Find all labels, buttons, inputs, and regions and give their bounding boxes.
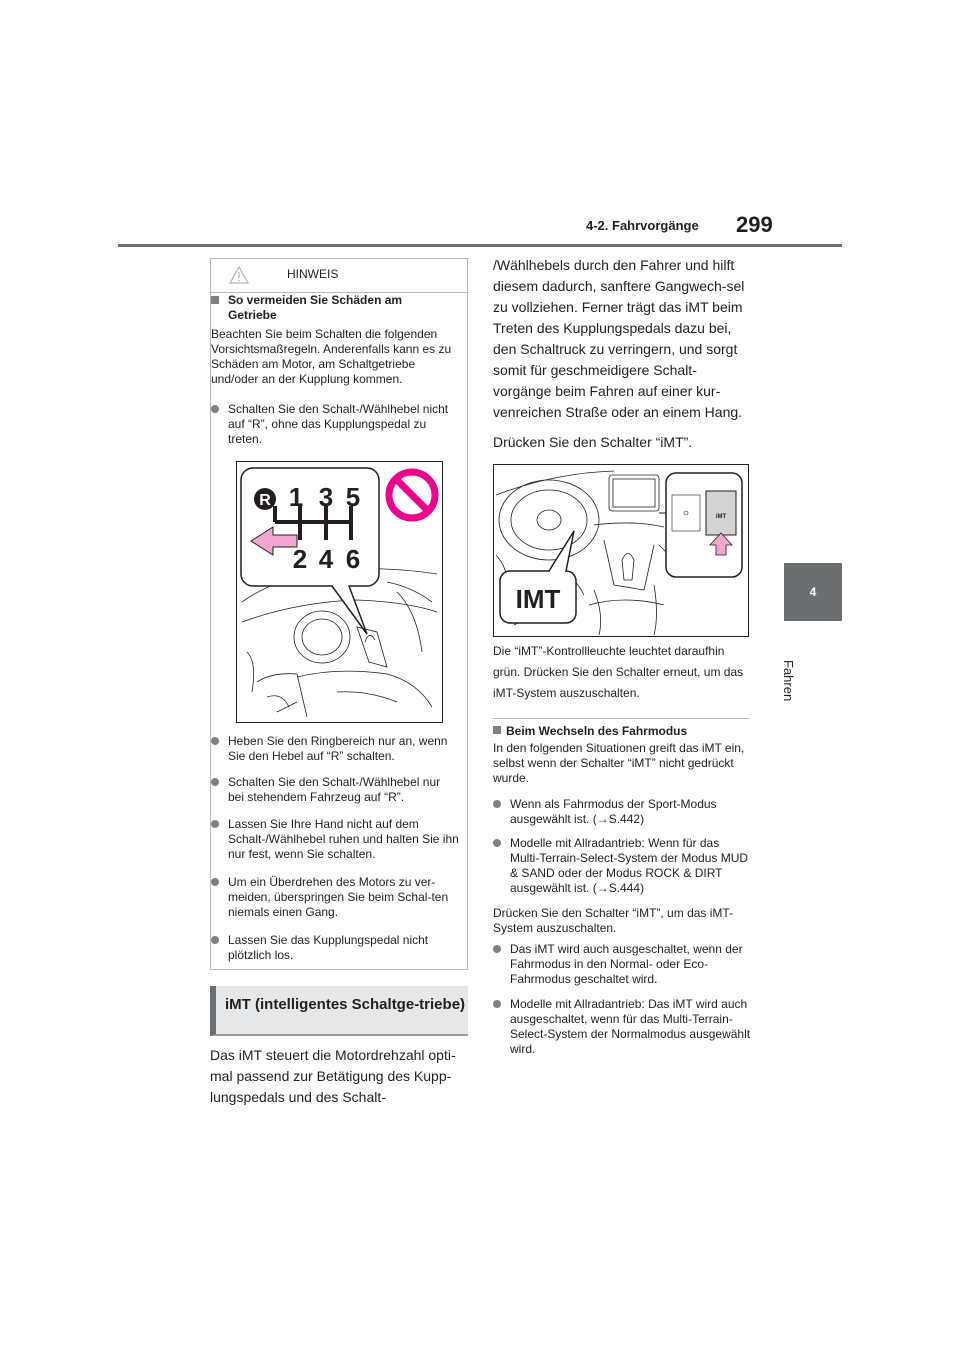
mode-change-intro: In den folgenden Situationen greift das iMT ein, selbst wenn der Schalter “iMT” nicht gedrückt wurde. [493,741,745,785]
chapter-tab[interactable] [784,563,842,621]
shift-pattern-figure [236,461,443,723]
bullet-icon [493,1000,501,1008]
mode-change-subheading-text: Beim Wechseln des Fahrmodus [506,724,688,738]
section-body-continued-text: /Wählhebels durch den Fahrer und hilft diesem dadurch, sanftere Gangwech-sel zu vollziehen. Ferner trägt das iMT beim Treten des Kupplungspedals dazu bei, den Schaltruck zu verringern, und sorgt somit für geschmeidigere Schalt-vorgänge beim Fahren auf einer kur-venreichen Straße oder an einem Hang. [493,257,745,420]
imt-callout-label: IMT [515,584,561,614]
notice-subheading [211,293,451,323]
mode-change-subheading [493,724,753,739]
notice-bullet [211,875,459,920]
notice-bullet [211,402,456,447]
bullet-text: Modelle mit Allradantrieb: Das iMT wird auch ausgeschaltet, wenn für das Multi-Terrain-Select-System der Normalmodus ausgewählt wird. [510,997,751,1056]
notice-bullet [211,775,456,805]
section-title: 4-2. Fahrvorgänge [586,218,699,233]
section-instruction: Drücken Sie den Schalter “iMT”. [493,434,693,450]
bullet-text: Schalten Sie den Schalt-/Wählhebel nicht auf “R”, ohne das Kupplungspedal zu treten. [228,402,449,446]
mode-change-bullet [493,997,751,1057]
bullet-icon [211,405,219,413]
bullet-icon [493,800,501,808]
bullet-icon [211,820,219,828]
bullet-icon [211,737,219,745]
bullet-text: Um ein Überdrehen des Motors zu ver-meiden, überspringen Sie beim Schal-ten niemals einen Gang. [228,875,449,919]
dashboard-illustration [494,465,748,636]
notice-label: HINWEIS [287,267,339,281]
section-body-col2 [493,255,755,423]
subsection-divider [493,718,749,719]
bullet-text: Das iMT wird auch ausgeschaltet, wenn der Fahrmodus in den Normal- oder Eco-Fahrmodus geschaltet wird. [510,942,743,986]
mode-change-instruction: Drücken Sie den Schalter “iMT”, um das iMT-System auszuschalten. [493,906,734,935]
section-body-col1 [210,1045,472,1108]
header-divider [118,244,842,247]
section-body-text: Das iMT steuert die Motordrehzahl opti-mal passend zur Betätigung des Kupp-lungspedals und des Schalt- [210,1047,456,1105]
page-number: 299 [736,212,773,237]
gear-label-r: R [259,492,271,509]
notice-bullet [211,933,456,963]
notice-header [211,259,467,293]
notice-bullet [211,817,459,862]
imt-switch-figure [493,464,749,637]
gear-label-6: 6 [345,544,361,574]
mode-change-bullet [493,797,751,827]
notice-box [210,258,468,970]
bullet-text: Lassen Sie das Kupplungspedal nicht plötzlich los. [228,933,429,962]
chapter-title: Fahren [781,660,796,702]
figure-caption: Die “iMT”-Kontrollleuchte leuchtet daraufhin grün. Drücken Sie den Schalter erneut, um das iMT-System auszuschalten. [493,644,744,700]
gear-label-2: 2 [292,544,308,574]
bullet-text: Schalten Sie den Schalt-/Wählhebel nur bei stehendem Fahrzeug auf “R”. [228,775,441,804]
chapter-number: 4 [809,585,817,599]
bullet-text: Lassen Sie Ihre Hand nicht auf dem Schalt-/Wählhebel ruhen und halten Sie ihn nur fest, wenn Sie schalten. [228,817,459,861]
gear-label-1: 1 [288,482,304,512]
notice-subheading-text: So vermeiden Sie Schäden am Getriebe [228,293,403,322]
bullet-text: Heben Sie den Ringbereich nur an, wenn Sie den Hebel auf “R” schalten. [228,734,448,763]
square-bullet-icon [493,726,501,734]
bullet-icon [211,878,219,886]
imt-switch-label: iMT [715,514,727,520]
bullet-icon [211,778,219,786]
bullet-text: Modelle mit Allradantrieb: Wenn für das Multi-Terrain-Select-System der Modus MUD & SAND oder der Modus ROCK & DIRT ausgewählt ist. (→S.444) [510,836,749,895]
prohibition-icon [389,472,435,518]
bullet-icon [493,839,501,847]
mode-change-bullet [493,836,751,896]
section-heading: iMT (intelligentes Schaltge-triebe) [210,986,468,1036]
bullet-icon [493,945,501,953]
notice-intro: Beachten Sie beim Schalten die folgenden Vorsichtsmaßregeln. Anderenfalls kann es zu Schäden am Motor, am Schaltgetriebe und/oder an der Kupplung kommen. [211,327,452,386]
bullet-icon [211,936,219,944]
mode-change-bullet [493,942,751,987]
notice-bullet [211,734,456,764]
bullet-text: Wenn als Fahrmodus der Sport-Modus ausgewählt ist. (→S.442) [510,797,717,826]
gear-label-5: 5 [345,482,361,512]
gear-label-4: 4 [318,544,334,574]
warning-icon [229,266,249,284]
gear-label-3: 3 [318,482,334,512]
shifter-illustration [237,462,442,722]
square-bullet-icon [211,296,219,304]
